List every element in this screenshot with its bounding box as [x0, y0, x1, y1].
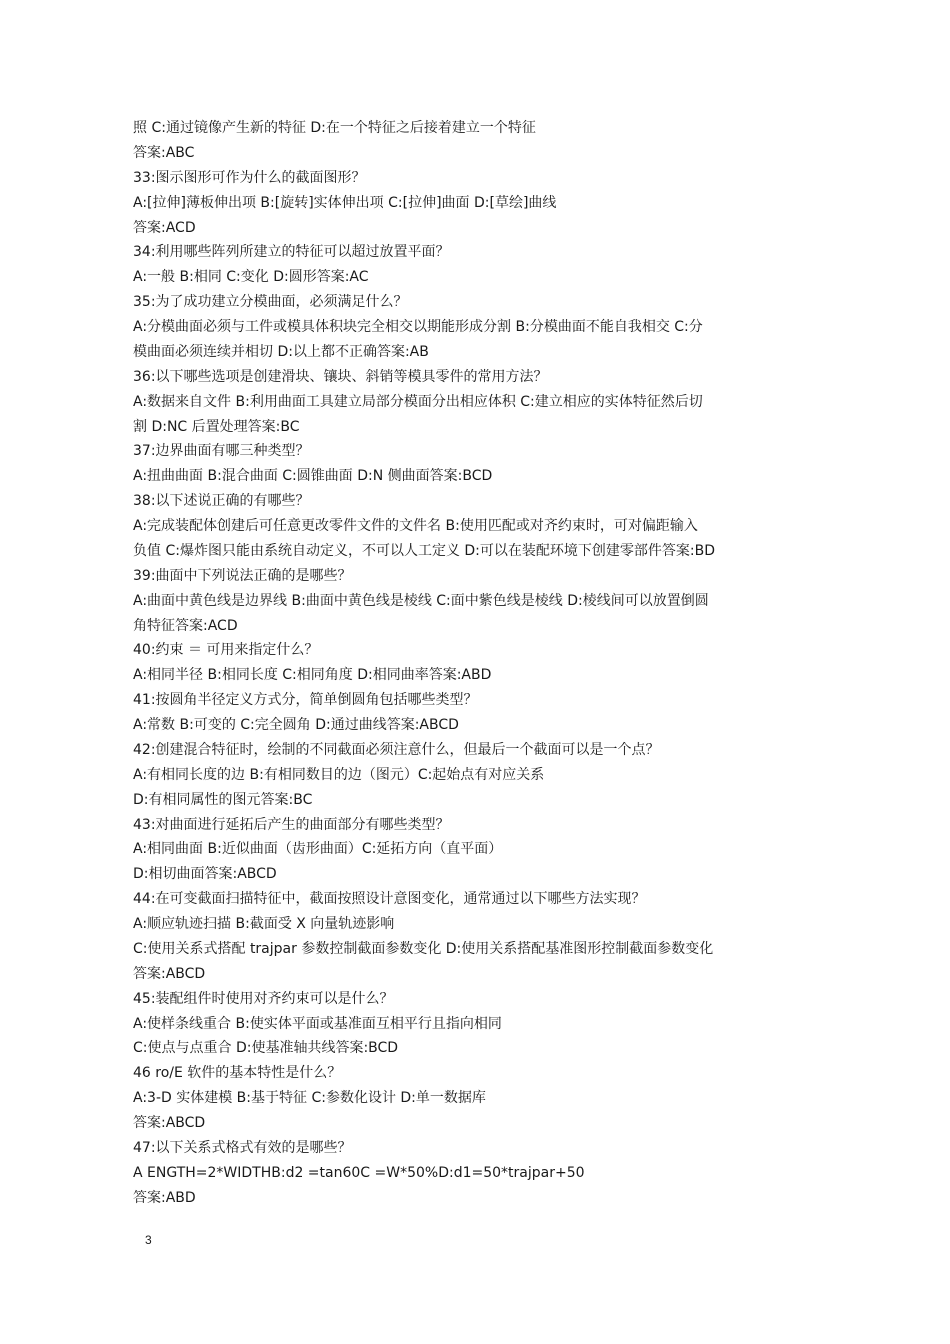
options-46: A:3-D 实体建模 B:基于特征 C:参数化设计 D:单一数据库 — [133, 1090, 486, 1107]
question-33: 33:图示图形可作为什么的截面图形？ — [133, 169, 366, 186]
options-35-cont: 模曲面必须连续并相切 D:以上都不正确答案:AB — [133, 343, 429, 360]
options-45-cont: C:使点与点重合 D:使基准轴共线答案:BCD — [133, 1040, 399, 1057]
question-43: 43:对曲面进行延拓后产生的曲面部分有哪些类型？ — [133, 816, 450, 833]
options-44-cont: C:使用关系式搭配 trajpar 参数控制截面参数变化 D:使用关系搭配基准图形控制截面参数变化 — [133, 940, 714, 957]
answer-33: 答案:ACD — [133, 219, 196, 236]
question-36: 36:以下哪些选项是创建滑块、镶块、斜销等模具零件的常用方法？ — [133, 368, 548, 385]
question-34: 34:利用哪些阵列所建立的特征可以超过放置平面？ — [133, 244, 450, 261]
options-37: A:扭曲曲面 B:混合曲面 C:圆锥曲面 D:N 侧曲面答案:BCD — [133, 468, 493, 485]
question-35: 35:为了成功建立分模曲面，必须满足什么？ — [133, 294, 408, 311]
options-44: A:顺应轨迹扫描 B:截面受 X 向量轨迹影响 — [133, 916, 395, 932]
options-47: A ENGTH=2*WIDTHB:d2 =tan60C =W*50%D:d1=50*trajpar+50 — [133, 1164, 585, 1181]
question-39: 39:曲面中下列说法正确的是哪些？ — [133, 567, 352, 584]
options-40: A:相同半径 B:相同长度 C:相同角度 D:相同曲率答案:ABD — [133, 667, 492, 684]
options-42-cont: D:有相同属性的图元答案:BC — [133, 791, 313, 808]
question-45: 45:装配组件时使用对齐约束可以是什么？ — [133, 990, 394, 1007]
question-38: 38:以下述说正确的有哪些？ — [133, 493, 310, 510]
question-42: 42:创建混合特征时，绘制的不同截面必须注意什么，但最后一个截面可以是一个点？ — [133, 741, 660, 758]
options-33: A:[拉伸]薄板伸出项 B:[旋转]实体伸出项 C:[拉伸]曲面 D:[草绘]曲线 — [133, 194, 557, 211]
question-41: 41:按圆角半径定义方式分，简单倒圆角包括哪些类型？ — [133, 692, 478, 709]
options-43: A:相同曲面 B:近似曲面（齿形曲面）C:延拓方向（直平面） — [133, 841, 503, 858]
document-body — [133, 116, 823, 1211]
options-39: A:曲面中黄色线是边界线 B:曲面中黄色线是棱线 C:面中紫色线是棱线 D:棱线间可以放置倒圆 — [133, 592, 709, 609]
options-35: A:分模曲面必须与工件或模具体积块完全相交以期能形成分割 B:分模曲面不能自我相交 C:分 — [133, 319, 703, 335]
options-38: A:完成装配体创建后可任意更改零件文件的文件名 B:使用匹配或对齐约束时，可对偏距输入 — [133, 518, 698, 534]
answer-46: 答案:ABCD — [133, 1115, 206, 1131]
options-34: A:一般 B:相同 C:变化 D:圆形答案:AC — [133, 269, 369, 286]
answer-line: 答案:ABC — [133, 144, 195, 161]
options-36-cont: 割 D:NC 后置处理答案:BC — [133, 418, 300, 435]
question-37: 37:边界曲面有哪三种类型？ — [133, 443, 310, 460]
question-44: 44:在可变截面扫描特征中，截面按照设计意图变化，通常通过以下哪些方法实现？ — [133, 891, 646, 908]
page-number: 3 — [145, 1233, 152, 1247]
answer-44: 答案:ABCD — [133, 965, 206, 982]
text-line: 照 C:通过镜像产生新的特征 D:在一个特征之后接着建立一个特征 — [133, 120, 536, 136]
options-42: A:有相同长度的边 B:有相同数目的边（图元）C:起始点有对应关系 — [133, 766, 545, 783]
answer-47: 答案:ABD — [133, 1189, 196, 1206]
options-43-cont: D:相切曲面答案:ABCD — [133, 866, 277, 883]
options-45: A:使样条线重合 B:使实体平面或基准面互相平行且指向相同 — [133, 1015, 502, 1032]
options-38-cont: 负值 C:爆炸图只能由系统自动定义，不可以人工定义 D:可以在装配环境下创建零部件答案:BD — [133, 542, 715, 559]
question-40: 40:约束 ＝ 可用来指定什么？ — [133, 642, 319, 659]
options-41: A:常数 B:可变的 C:完全圆角 D:通过曲线答案:ABCD — [133, 717, 459, 733]
question-46: 46 ro/E 软件的基本特性是什么？ — [133, 1065, 342, 1082]
options-39-cont: 角特征答案:ACD — [133, 617, 238, 634]
options-36: A:数据来自文件 B:利用曲面工具建立局部分模面分出相应体积 C:建立相应的实体特征然后切 — [133, 393, 703, 410]
question-47: 47:以下关系式格式有效的是哪些？ — [133, 1139, 352, 1156]
